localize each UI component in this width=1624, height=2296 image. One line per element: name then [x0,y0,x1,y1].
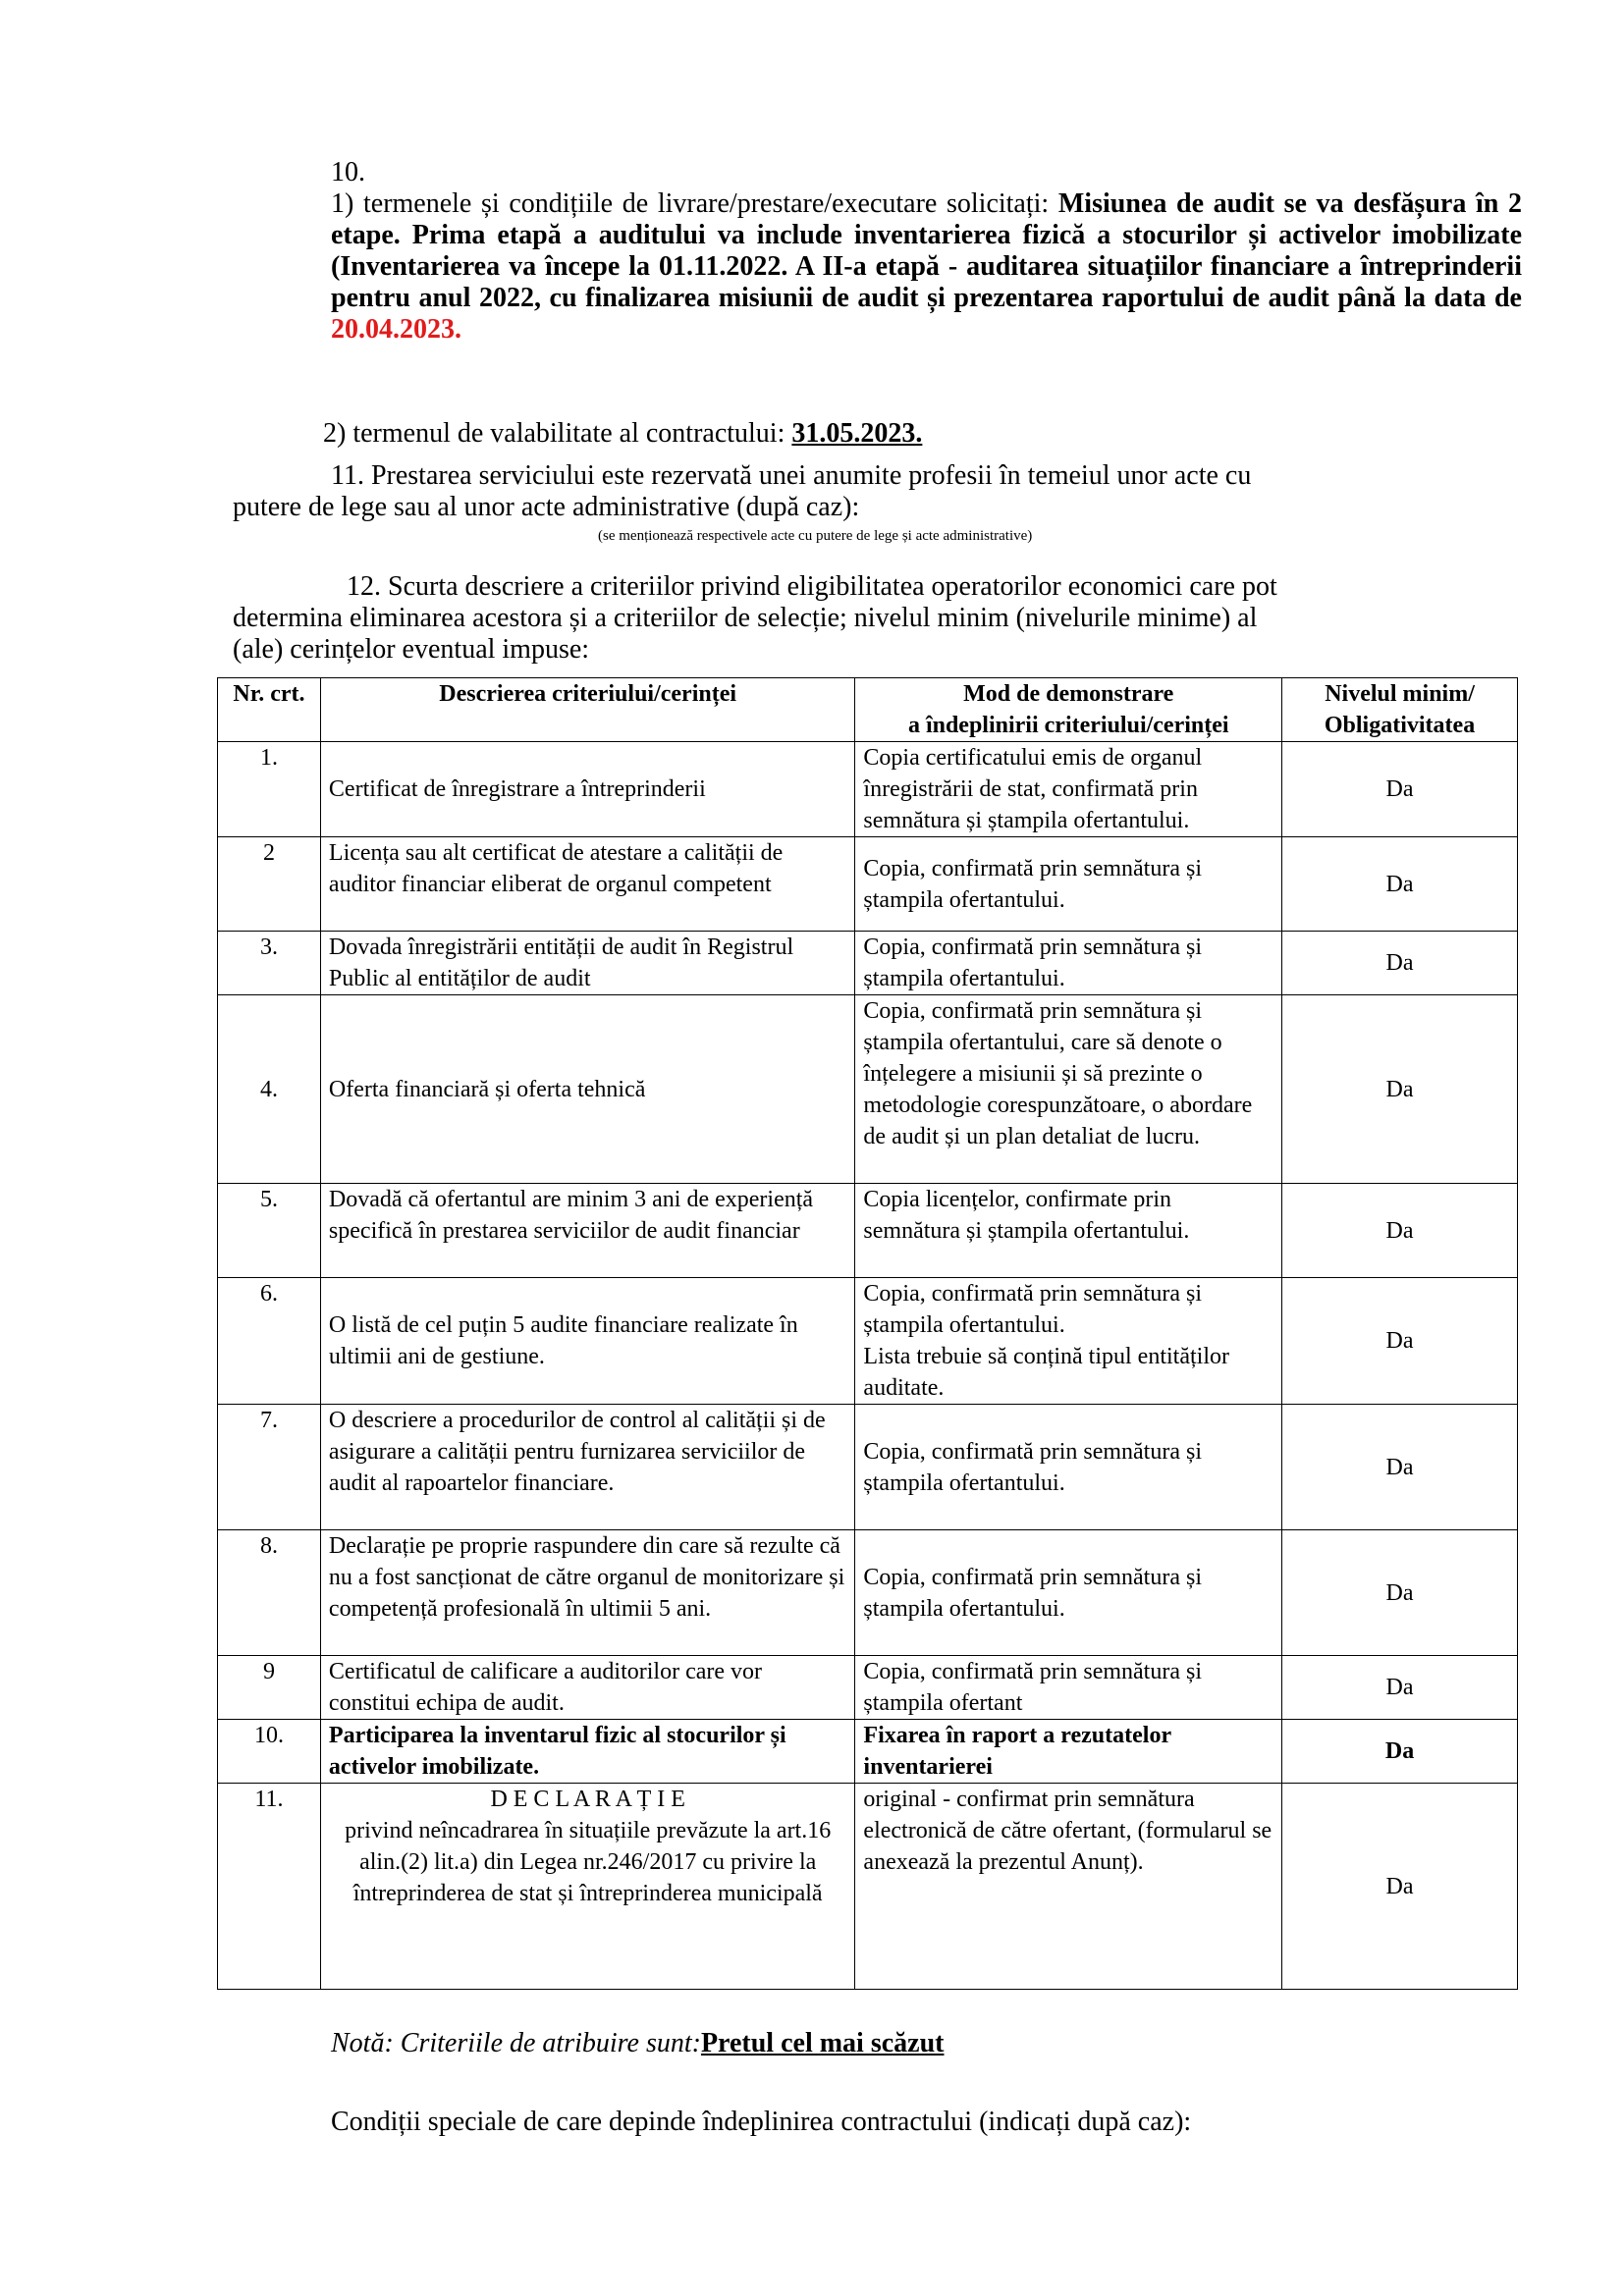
item-2-label: 2) termenul de valabilitate al contractului: [323,418,792,449]
row-mod: Fixarea în raport a rezutatelor inventarierei [855,1720,1282,1784]
row-nr: 3. [218,932,321,995]
row-nr: 5. [218,1184,321,1278]
row-mod: Copia, confirmată prin semnătura și ștampila ofertantului. [855,1530,1282,1656]
table-header-row [218,678,1518,742]
section-12-line-2: determina eliminarea acestora și a criteriilor de selecție; nivelul minim (nivelurile minime) al [233,603,1258,633]
row-nivel: Da [1282,837,1518,932]
table-row [218,932,1518,995]
table-row [218,1530,1518,1656]
row-nr: 7. [218,1405,321,1530]
award-criteria-value: Pretul cel mai scăzut [700,2028,945,2058]
header-nivel [1282,678,1518,742]
special-conditions: Condiții speciale de care depinde îndeplinirea contractului (indicați după caz): [331,2107,1192,2137]
row-nivel: Da [1282,1530,1518,1656]
section-11-line-2: putere de lege sau al unor acte administrative (după caz): [233,492,860,522]
header-nr: Nr. crt. [218,678,321,742]
row-mod: Copia, confirmată prin semnătura și ștampila ofertant [855,1656,1282,1720]
row-desc-text: privind neîncadrarea în situațiile prevăzute la art.16 alin.(2) lit.a) din Legea nr.246/2017 cu privire la întreprinderea de stat și întreprinderea municipală [345,1818,832,1906]
row-nivel: Da [1282,1405,1518,1530]
row-nr: 6. [218,1278,321,1405]
table-row [218,1720,1518,1784]
row-nr: 8. [218,1530,321,1656]
row-nr: 9 [218,1656,321,1720]
header-mod-line-2: a îndeplinirii criteriului/cerinței [907,713,1229,738]
row-nivel: Da [1282,932,1518,995]
row-nr: 10. [218,1720,321,1784]
row-desc: Dovadă că ofertantul are minim 3 ani de experiență specifică în prestarea serviciilor de audit financiar [320,1184,855,1278]
table-row [218,1784,1518,1990]
item-1-deadline: 20.04.2023. [331,314,461,345]
item-2-date: 31.05.2023. [791,418,923,449]
criteria-table [217,677,1518,1990]
row-mod: original - confirmat prin semnătura electronică de către ofertant, (formularul se anexează la prezentul Anunț). [855,1784,1282,1990]
row-nr: 4. [218,995,321,1184]
row-mod: Copia, confirmată prin semnătura și ștampila ofertantului. [855,837,1282,932]
row-nivel: Da [1282,1184,1518,1278]
item-1-label: 1) termenele și condițiile de livrare/prestare/executare solicitați: [331,188,1058,219]
row-desc [320,1784,855,1990]
section-10-number: 10. [331,157,365,187]
declaration-title: D E C L A R A Ț I E [490,1787,685,1812]
row-mod-text-2: Lista trebuie să conțină tipul entităților auditate. [863,1344,1229,1401]
row-desc-text: Certificat de înregistrare a întreprinderii [328,776,706,802]
row-desc [320,742,855,837]
row-nr: 11. [218,1784,321,1990]
row-desc: Licența sau alt certificat de atestare a calității de auditor financiar eliberat de organul competent [320,837,855,932]
table-row [218,1278,1518,1405]
header-nivel-line-2: Obligativitatea [1324,713,1476,738]
row-nivel: Da [1282,995,1518,1184]
table-row [218,1405,1518,1530]
row-nivel: Da [1282,1278,1518,1405]
row-nr: 2 [218,837,321,932]
row-desc: Oferta financiară și oferta tehnică [320,995,855,1184]
row-desc: Dovada înregistrării entității de audit în Registrul Public al entităților de audit [320,932,855,995]
table-row [218,742,1518,837]
row-nr: 1. [218,742,321,837]
section-10-item-2 [323,418,922,450]
table-row [218,1656,1518,1720]
row-desc: Certificatul de calificare a auditorilor care vor constitui echipa de audit. [320,1656,855,1720]
row-mod: Copia certificatului emis de organul înregistrării de stat, confirmată prin semnătura și ștampila ofertantului. [855,742,1282,837]
table-row [218,1184,1518,1278]
award-criteria-label: Notă: Criteriile de atribuire sunt: [331,2028,701,2058]
row-desc [320,1278,855,1405]
row-desc: O descriere a procedurilor de control al calității și de asigurare a calității pentru furnizarea serviciilor de audit al rapoartelor financiare. [320,1405,855,1530]
row-desc-text: O listă de cel puțin 5 audite financiare realizate în ultimii ani de gestiune. [328,1312,798,1369]
row-mod: Copia, confirmată prin semnătura și ștampila ofertantului, care să denote o înțelegere a misiunii și să prezinte o metodologie corespunzătoare, o abordare de audit și un plan detaliat de lucru. [855,995,1282,1184]
row-mod: Copia, confirmată prin semnătura și ștampila ofertantului. [855,932,1282,995]
table-row [218,837,1518,932]
row-desc: Declarație pe proprie raspundere din care să rezulte că nu a fost sancționat de către organul de monitorizare și competență profesională în ultimii 5 ani. [320,1530,855,1656]
row-mod: Copia, confirmată prin semnătura și ștampila ofertantului. [855,1405,1282,1530]
header-desc: Descrierea criteriului/cerinței [320,678,855,742]
row-nivel: Da [1282,1720,1518,1784]
section-11-note: (se menționează respectivele acte cu putere de lege și acte administrative) [598,528,1033,544]
row-mod: Copia licențelor, confirmate prin semnătura și ștampila ofertantului. [855,1184,1282,1278]
section-12-line-1: 12. Scurta descriere a criteriilor privind eligibilitatea operatorilor economici care pot [347,571,1277,602]
row-desc: Participarea la inventarul fizic al stocurilor și activelor imobilizate. [320,1720,855,1784]
award-criteria-note [331,2028,944,2059]
header-nivel-line-1: Nivelul minim/ [1325,681,1475,707]
header-mod-line-1: Mod de demonstrare [963,681,1174,707]
header-mod [855,678,1282,742]
section-12-line-3: (ale) cerințelor eventual impuse: [233,634,590,665]
section-10-item-1 [331,188,1522,346]
row-nivel: Da [1282,1656,1518,1720]
row-mod-text: Copia, confirmată prin semnătura și ștampila ofertantului. [863,1281,1202,1338]
section-11-line-1: 11. Prestarea serviciului este rezervată unei anumite profesii în temeiul unor acte cu [331,460,1252,491]
table-row [218,995,1518,1184]
row-mod [855,1278,1282,1405]
row-nivel: Da [1282,1784,1518,1990]
item-1-text: Misiunea de audit se va desfășura în 2 etape. Prima etapă a auditului va include inventarierea fizică a stocurilor și activelor imobilizate (Inventarierea va începe la 01.11.2022. A II-a etapă - auditarea situațiilor financiare a întreprinderii pentru anul 2022, cu finalizarea misiunii de audit și prezentarea raportului de audit până la data de [331,188,1523,313]
row-nivel: Da [1282,742,1518,837]
